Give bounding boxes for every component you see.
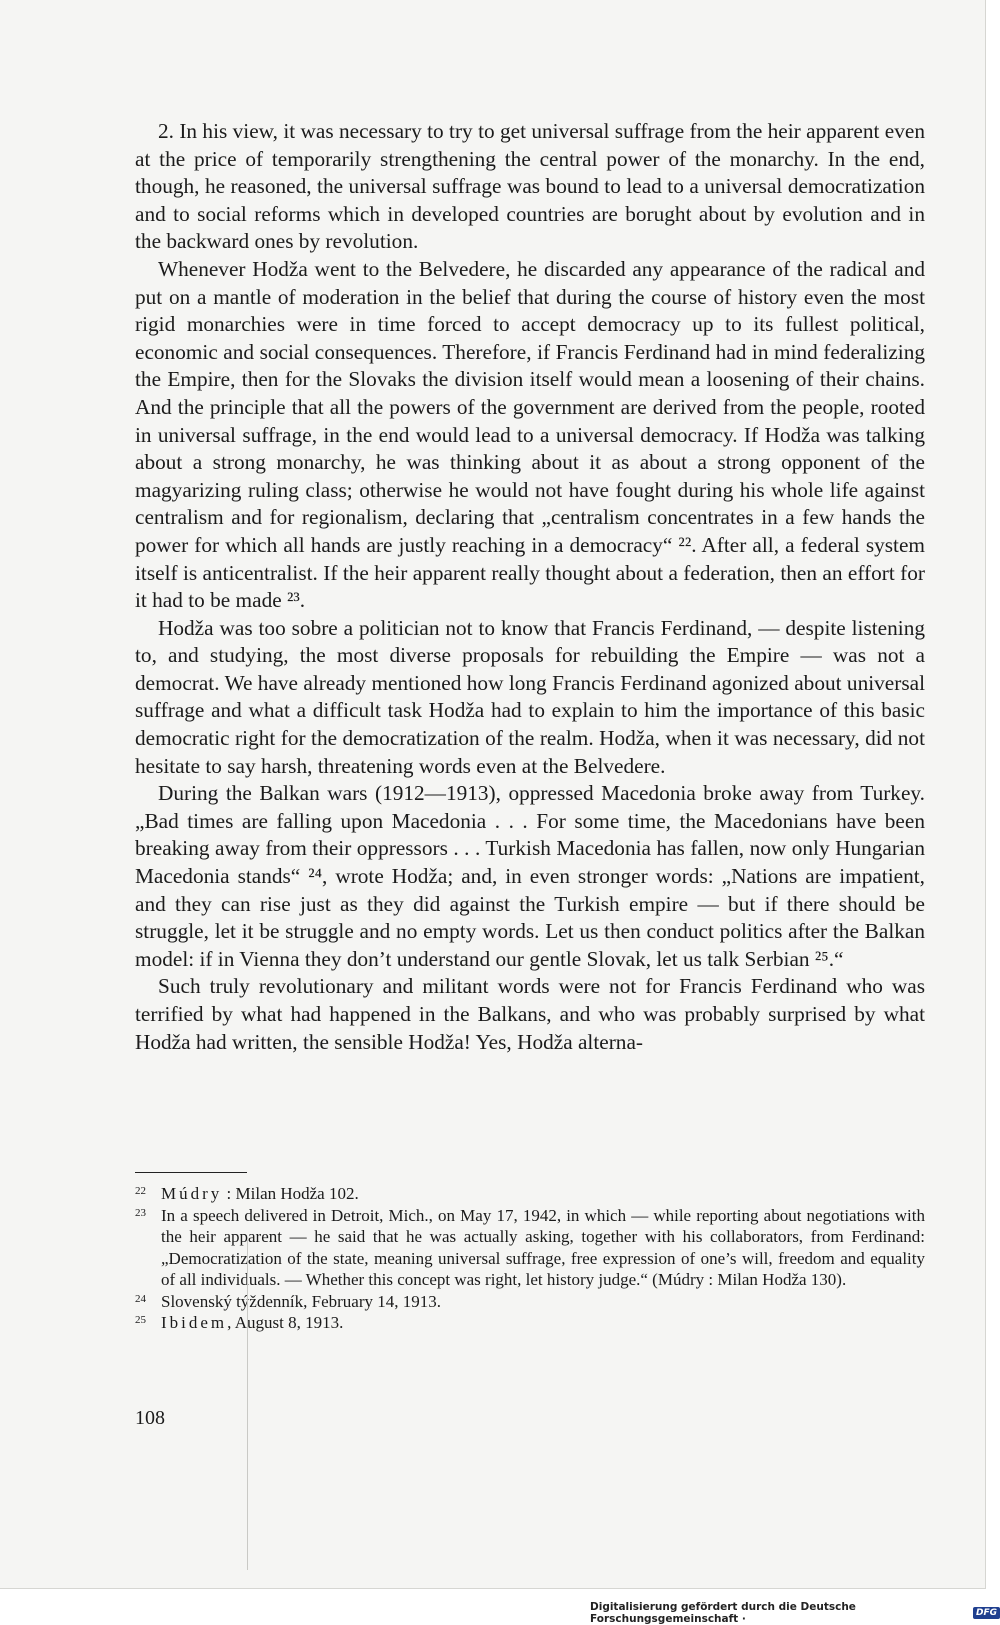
- footnote-text: , August 8, 1913.: [227, 1313, 344, 1332]
- body-text: [135, 118, 925, 1056]
- footnote-author: Ibidem: [161, 1313, 228, 1332]
- dfg-logo-icon: DFG: [973, 1607, 1000, 1619]
- footnote: [135, 1291, 925, 1313]
- footnote-text: Slovenský týždenník, February 14, 1913.: [161, 1291, 441, 1311]
- footnote: [135, 1205, 925, 1291]
- footnote-number: 25: [135, 1314, 146, 1326]
- credit-text: Digitalisierung gefördert durch die Deutsche Forschungsgemeinschaft ·: [590, 1601, 856, 1625]
- footnote-text: : Milan Hodža 102.: [226, 1184, 359, 1203]
- paragraph: Whenever Hodža went to the Belvedere, he discarded any appearance of the radical and put on a mantle of moderation in the belief that during the course of history even the most rigid monarchies were in time forced to accept democracy up to its fullest political, economic and social consequences. Therefore, if Francis Ferdinand had in mind federalizing the Empire, then for the Slovaks the division itself would mean a loosening of their chains. And the principle that all the powers of the government are derived from the people, rooted in universal suffrage, in the end would lead to a universal democracy. If Hodža was talking about a strong monarchy, he was thinking about it as about a strong opponent of the magyarizing ruling class; otherwise he would not have fought during his whole life against centralism and for regionalism, declaring that „centralism concentrates in a few hands the power for which all hands are justly reaching in a democracy“ ²². After all, a federal system itself is anticentralist. If the heir apparent really thought about a federation, then an effort for it had to be made ²³.: [135, 256, 925, 613]
- paragraph: 2. In his view, it was necessary to try to get universal suffrage from the heir apparent even at the price of temporarily strengthening the central power of the monarchy. In the end, though, he reasoned, the universal suffrage was bound to lead to a universal democratization and to social reforms which in developed countries are borught about by evolution and in the backward ones by revolution.: [135, 119, 925, 254]
- footnote-number: 24: [135, 1292, 146, 1305]
- footnotes: [135, 1183, 925, 1334]
- footnote-author: Múdry: [161, 1184, 223, 1203]
- paragraph: Hodža was too sobre a politician not to know that Francis Ferdinand, — despite listening to, and studying, the most diverse proposals for rebuilding the Empire — was not a democrat. We have already mentioned how long Francis Ferdinand agonized about universal suffrage and what a difficult task Hodža had to explain to him the importance of this basic democratic right for the democratization of the realm. Hodža, when it was necessary, did not hesitate to say harsh, threatening words even at the Belvedere.: [135, 615, 925, 778]
- digitization-credit: [590, 1601, 1000, 1625]
- page-number: 108: [135, 1407, 165, 1429]
- footnote: [135, 1183, 925, 1205]
- paragraph: During the Balkan wars (1912—1913), oppressed Macedonia broke away from Turkey. „Bad times are falling upon Macedonia . . . For some time, the Macedonians have been breaking away from their oppressors . . . Turkish Macedonia has fallen, now only Hungarian Macedonia stands“ ²⁴, wrote Hodža; and, in even stronger words: „Nations are impatient, and they can rise just as they did against the Turkish empire — but if there should be struggle, let it be struggle and no empty words. Let us then conduct politics after the Balkan model: if in Vienna they don’t understand our gentle Slovak, let us talk Serbian ²⁵.“: [135, 781, 925, 971]
- paragraph: Such truly revolutionary and militant words were not for Francis Ferdinand who was terrified by what had happened in the Balkans, and who was probably surprised by what Hodža had written, the sensible Hodža! Yes, Hodža alterna-: [135, 974, 925, 1054]
- footnote-number: 22: [135, 1185, 146, 1197]
- footnote: [135, 1312, 925, 1334]
- scan-artifact-line: [247, 1240, 248, 1570]
- footnote-divider: [135, 1172, 247, 1173]
- footnote-number: 23: [135, 1206, 146, 1219]
- footnote-text: In a speech delivered in Detroit, Mich., on May 17, 1942, in which — while reporting about negotiations with the heir apparent — he said that he was actually asking, together with his collaborators, from Ferdinand: „Democratization of the state, meaning universal suffrage, free expression of one’s will, freedom and equality of all individuals. — Whether this concept was right, let history judge.“ (Múdry : Milan Hodža 130).: [161, 1205, 925, 1289]
